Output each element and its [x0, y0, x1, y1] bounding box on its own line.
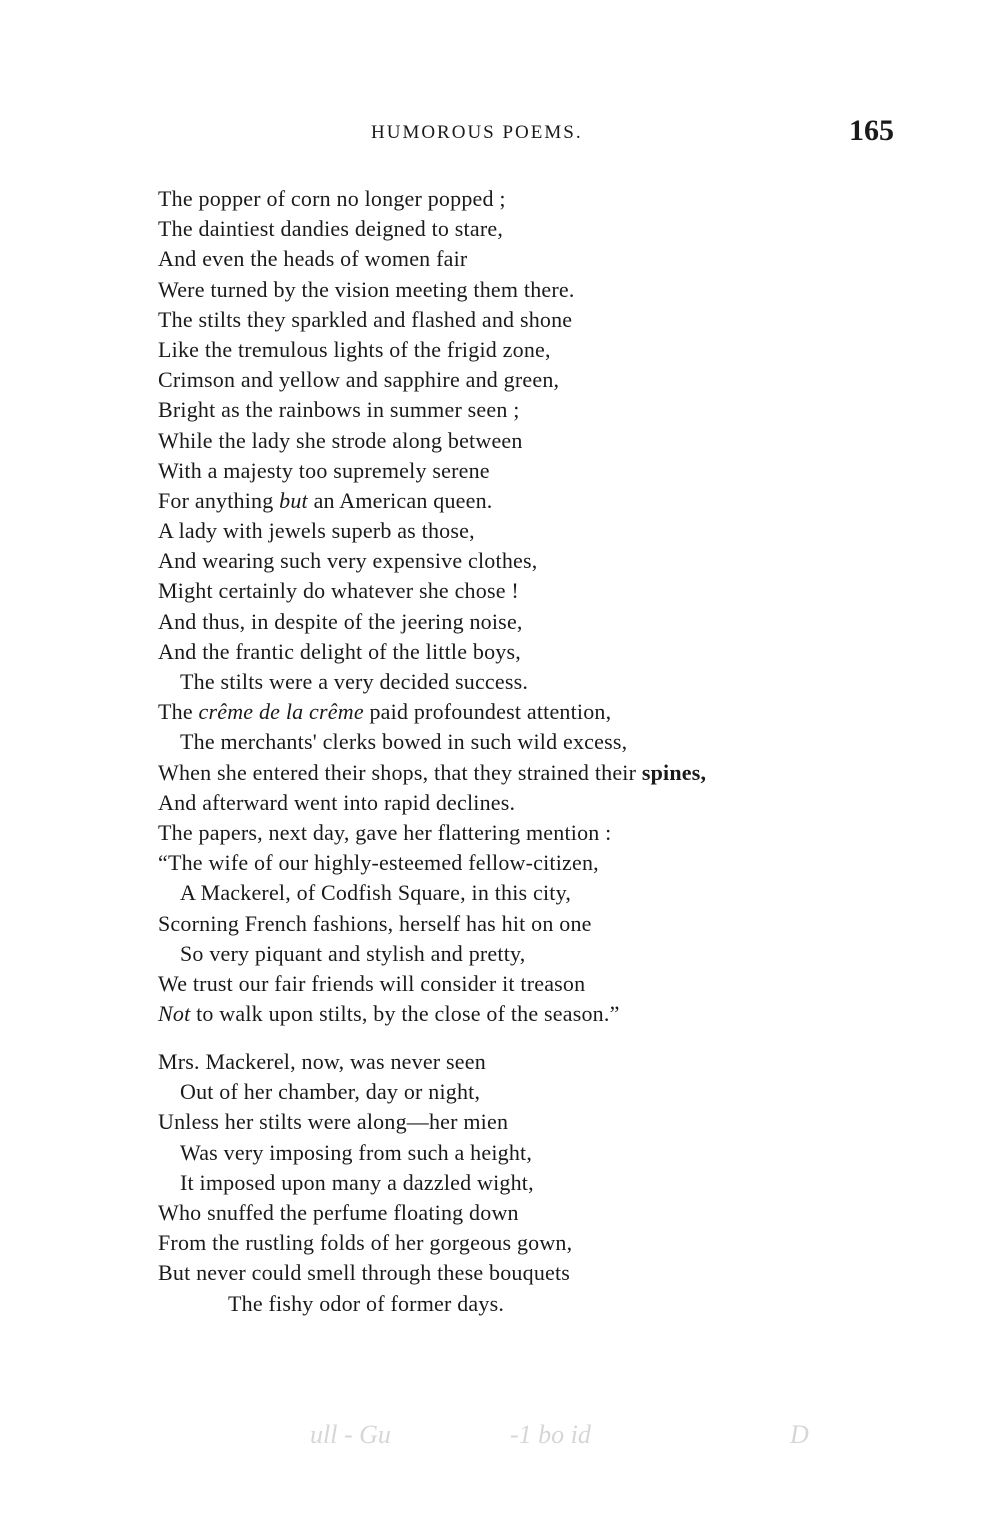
- bleed-through-far-right: D: [790, 1420, 809, 1449]
- poem-line: Like the tremulous lights of the frigid zone,: [158, 336, 551, 362]
- poem-line: The daintiest dandies deigned to stare,: [158, 216, 504, 242]
- poem-line: Who snuffed the perfume floating down: [158, 1199, 519, 1225]
- poem-line: The fishy odor of former days.: [228, 1290, 505, 1316]
- poem-line: Was very imposing from such a height,: [180, 1139, 533, 1165]
- poem-line: From the rustling folds of her gorgeous gown,: [158, 1230, 573, 1256]
- poem-line: Mrs. Mackerel, now, was never seen: [158, 1049, 486, 1074]
- poem-line: And thus, in despite of the jeering noise,: [158, 608, 523, 634]
- running-title: HUMOROUS POEMS.: [371, 122, 583, 143]
- poem-line: Out of her chamber, day or night,: [180, 1079, 481, 1105]
- poem-line: The papers, next day, gave her flattering mention :: [158, 819, 612, 845]
- poem-line: With a majesty too supremely serene: [158, 457, 490, 483]
- poem-line: The stilts were a very decided success.: [180, 669, 529, 694]
- poem-line: A lady with jewels superb as those,: [158, 518, 475, 544]
- poem-line: And wearing such very expensive clothes,: [158, 548, 538, 574]
- poem-line: A Mackerel, of Codfish Square, in this city,: [180, 880, 572, 906]
- poem-line: Bright as the rainbows in summer seen ;: [158, 397, 520, 423]
- poem-stanza-1: [158, 184, 706, 1029]
- poem-line: “The wife of our highly-esteemed fellow-citizen,: [158, 850, 599, 876]
- poem-line: We trust our fair friends will consider it treason: [158, 970, 586, 996]
- page-number: 165: [849, 114, 894, 147]
- poem-line: Might certainly do whatever she chose !: [158, 578, 519, 604]
- poem-line: The crême de la crême paid profoundest attention,: [158, 699, 612, 725]
- poem-line: Crimson and yellow and sapphire and green,: [158, 367, 560, 393]
- poem-line: The stilts they sparkled and flashed and shone: [158, 306, 573, 332]
- bleed-through-left: ull - Gu: [310, 1420, 391, 1449]
- poem-line: So very piquant and stylish and pretty,: [180, 940, 526, 966]
- poem-line: While the lady she strode along between: [158, 427, 523, 453]
- poem-stanza-2: [158, 1047, 572, 1319]
- poem-line: Not to walk upon stilts, by the close of the season.”: [158, 1001, 620, 1027]
- bleed-through-right: -1 bo id: [510, 1420, 591, 1449]
- poem-line: It imposed upon many a dazzled wight,: [180, 1169, 534, 1195]
- poem-line: Were turned by the vision meeting them there.: [158, 276, 575, 302]
- poem-line: Unless her stilts were along—her mien: [158, 1109, 509, 1135]
- poem-line: And the frantic delight of the little boys,: [158, 638, 521, 664]
- poem-line: And afterward went into rapid declines.: [158, 789, 516, 815]
- poem-line: For anything but an American queen.: [158, 487, 493, 513]
- bleed-through-text: [310, 1420, 830, 1460]
- poem-line: The popper of corn no longer popped ;: [158, 186, 506, 211]
- poem-line: Scorning French fashions, herself has hit on one: [158, 910, 592, 936]
- poem-line: And even the heads of women fair: [158, 246, 468, 272]
- poem-line: But never could smell through these bouquets: [158, 1260, 571, 1286]
- poem-line: When she entered their shops, that they strained their spines,: [158, 759, 707, 785]
- poem-line: The merchants' clerks bowed in such wild excess,: [180, 729, 628, 755]
